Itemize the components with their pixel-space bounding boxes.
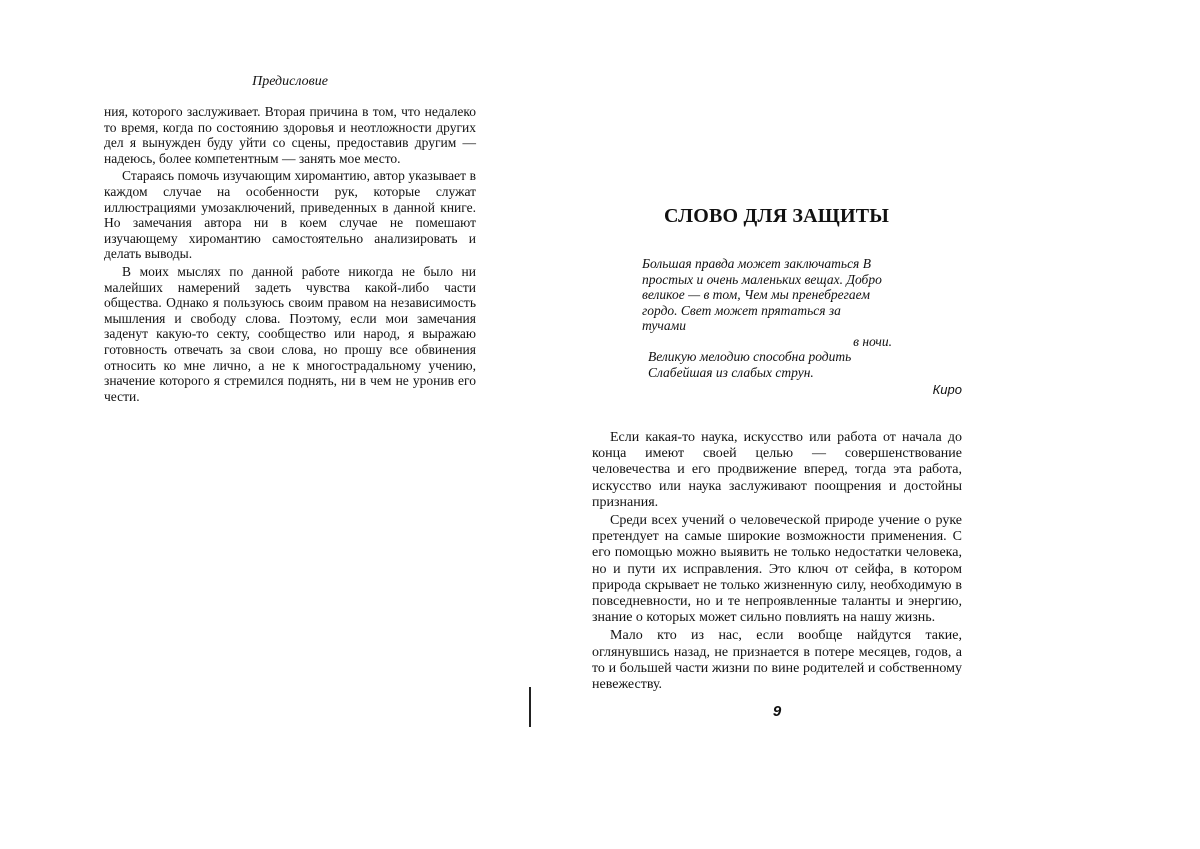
left-paragraph-3: В моих мыслях по данной работе никогда не было ни малейших намерений задеть чувства какой-либо части общества. Однако я пользуюсь своим правом на независимость мышления и свободу слова. Поэтому, если мои замечания заденут какую-то секту, сообщество или народ, я выражаю готовность отвечать за свои слова, но прошу все обвинения относить ко мне лично, а не к многострадальному учению, значение которого я стремился поднять, ни в чем не уронив его чести. — [104, 263, 476, 404]
epigraph-line: гордо. Свет может прятаться за — [642, 302, 841, 318]
gutter-line — [529, 687, 531, 727]
chapter-title: СЛОВО ДЛЯ ЗАЩИТЫ — [664, 205, 890, 227]
epigraph-line: тучами — [642, 318, 686, 333]
epigraph — [642, 256, 918, 380]
epigraph-author: Киро — [932, 382, 962, 397]
right-page — [592, 205, 962, 720]
left-page — [104, 74, 476, 404]
epigraph-line: в ночи. — [853, 333, 892, 349]
right-paragraph-3: Мало кто из нас, если вообще найдутся такие, оглянувшись назад, не признается в потере месяцев, годов, а то и большей части жизни по вине родителей и собственному невежеству. — [592, 628, 962, 693]
page-number: 9 — [772, 703, 782, 721]
epigraph-line: простых и очень маленьких вещах. Добро — [642, 271, 882, 287]
epigraph-line: Великую мелодию способна родить — [648, 349, 852, 364]
epigraph-line: великое — в том, Чем мы пренебрегаем — [642, 287, 870, 302]
right-paragraph-2: Среди всех учений о человеческой природе учение о руке претендует на самые широкие возможности применения. С его помощью можно выявить не только недостатки человека, но и пути их исправления. Это ключ от сейфа, в котором природа скрывает не только жизненную силу, необходимую в повседневности, но и те непроявленные таланты и энергию, знание о которых может сильно повлиять на нашу жизнь. — [592, 513, 962, 626]
left-paragraph-2: Стараясь помочь изучающим хиромантию, автор указывает в каждом случае на особенности рук, которые служат иллюстрациями умозаключений, приведенных в данной книге. Но замечания автора ни в коем случае не помешают изучающему хиромантию самостоятельно анализировать и делать выводы. — [104, 168, 476, 262]
epigraph-line: Большая правда может заключаться В — [642, 256, 871, 271]
epigraph-line: Слабейшая из слабых струн. — [648, 364, 814, 380]
running-head: Предисловие — [252, 74, 328, 89]
chapter-body — [592, 430, 962, 693]
right-paragraph-1: Если какая-то наука, искусство или работа от начала до конца имеют своей целью — совершенствование человечества и его продвижение вперед, тогда эта работа, искусство или наука заслуживают поощрения и достойны признания. — [592, 430, 962, 510]
left-paragraph-1: ния, которого заслуживает. Вторая причина в том, что недалеко то время, когда по состоянию здоровья и неотложности других дел я вынужден буду уйти со сцены, предоставив другим — надеюсь, более компетентным — занять мое место. — [104, 104, 476, 166]
